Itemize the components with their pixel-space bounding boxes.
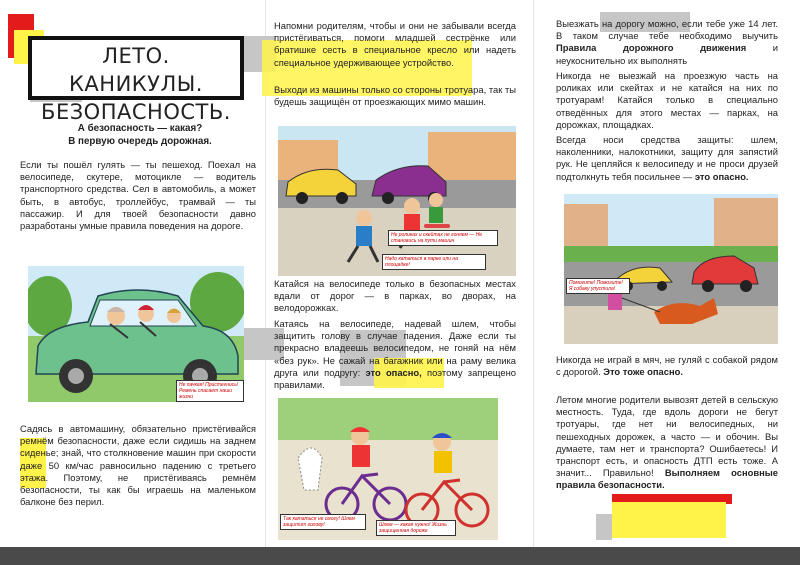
car-family-illustration [28, 266, 244, 402]
col3-para1-emphasis: Правила дорожного движения [556, 42, 747, 54]
col2-para4-emphasis: это опасно, [365, 366, 422, 378]
title-line-1: ЛЕТО. КАНИКУЛЫ. [69, 44, 203, 96]
col3-para5-emphasis: Выполняем основные правила безопасности. [556, 467, 778, 491]
bottom-bar [0, 547, 800, 565]
bicycles-bubble-2: Шлем — какая нужно! Жизнь защищенная дороже [376, 520, 456, 536]
bicycles-illustration [278, 398, 498, 540]
col3-paragraph-2: Никогда не выезжай на проезжую часть на роликах или скейтах и не катайся на них по тротуарам! Катайся только в специально отведённых для этого местах — парках, на дорожках, площадках. [556, 70, 778, 130]
title-line-2: БЕЗОПАСНОСТЬ. [41, 100, 231, 124]
page-fold-right [533, 0, 534, 547]
dog-road-illustration [564, 194, 778, 344]
col3-para4-emphasis: Это тоже опасно. [603, 366, 683, 378]
col2-paragraph-3: Катайся на велосипеде только в безопасных местах вдали от дорог — в парках, во дворах, на велодорожках. [274, 278, 516, 314]
col1-subhead [20, 122, 260, 148]
dog-bubble: Помогите! Помогите! Я собаку упустила! [566, 278, 630, 294]
col3-para1-part-c: и неукоснительно их выполнять [556, 42, 778, 66]
subhead-line-2: В первую очередь дорожная. [68, 136, 212, 147]
col1-paragraph-2: Садясь в автомашину, обязательно пристёгивайся ремнём безопасности, даже если сидишь на заднем сиденье; знай, что столкновение машин при скорости даже 50 км/час равносильно падению с третьего этажа. Поэтому, не пристёгиваясь ремнём безопасности, ты как бы играешь на маленьком балконе без перил. [20, 423, 256, 508]
col2-para4-part-c: поэтому запрещено правилами. [274, 366, 516, 391]
col2-paragraph-2: Выходи из машины только со стороны тротуара, так ты будешь защищён от проезжающих мимо машин. [274, 84, 516, 108]
rollers-illustration [278, 126, 516, 276]
col2-paragraph-1: Напомни родителям, чтобы и они не забывали всегда пристёгиваться, помоги младшей сестрёнке или братишке сесть в специальное кресло или надеть специальное удерживающее устройство. [274, 20, 516, 68]
col3-paragraph-3 [556, 134, 778, 183]
col2-paragraph-4 [274, 318, 516, 391]
col3-paragraph-4 [556, 354, 778, 378]
col3-para3-part-a: Всегда носи средства защиты: шлем, наколенники, налокотники, защиту для запястий рук. Не цепляйся к велосипеду и не проси друзей подтолкнуть тебя посильнее — [556, 134, 778, 182]
col1-paragraph-1: Если ты пошёл гулять — ты пешеход. Поехал на велосипеде, скутере, мотоцикле — водитель транспортного средства. Сел в автомобиль, а может быть, в автобус, троллейбус, трамвай — ты пассажир. И для твоей безопасности давно разработаны умные правила поведения на дороге. [20, 159, 256, 232]
col3-para4-part-a: Никогда не играй в мяч, не гуляй с собакой рядом с дорогой. [556, 354, 778, 378]
subhead-line-1: А безопасность — какая? [77, 123, 203, 134]
car-caption-bubble: Не пачкая! Пристегнись! Ремень спасает наши жизни [176, 380, 244, 402]
col3-paragraph-5 [556, 394, 778, 492]
deco-grey-block-bottom [596, 514, 612, 540]
page-title [28, 36, 244, 124]
col3-para3-emphasis: это опасно. [694, 170, 749, 182]
bicycles-bubble-1: Так кататься не смогу! Шлем защитит голову! [280, 514, 366, 530]
col3-para5-part-a: Летом многие родители вывозят детей в сельскую местность. Туда, где вдоль дороги не бегут тротуары, где нет ни велосипедных, ни пешеходных дорожек, а часто — и обочин. Вы думаете, там нет и транспорта? Ошибаетесь! И транспорт есть, и опасность ДТП есть тоже. А значит... Правильно! [556, 394, 778, 479]
deco-yellow-block-bottom [612, 502, 726, 538]
rollers-bubble-2: Надо кататься в парке или на площадке! [382, 254, 486, 270]
col2-para4-part-a: Катаясь на велосипеде, надевай шлем, чтобы защитить голову в случае падения. Даже если ты прекрасно владеешь велосипедом, не гоняй на нём «без рук». Не сажай на багажник или на раму велика друга или подругу: [274, 318, 516, 378]
rollers-bubble-1: Не роликах и скейтах не гоняем — Не становись на пути машин [388, 230, 498, 246]
col3-paragraph-1 [556, 18, 778, 67]
col3-para1-part-a: Выезжать на дорогу можно, если тебе уже 14 лет. В таком случае тебе необходимо выучить [556, 18, 778, 42]
